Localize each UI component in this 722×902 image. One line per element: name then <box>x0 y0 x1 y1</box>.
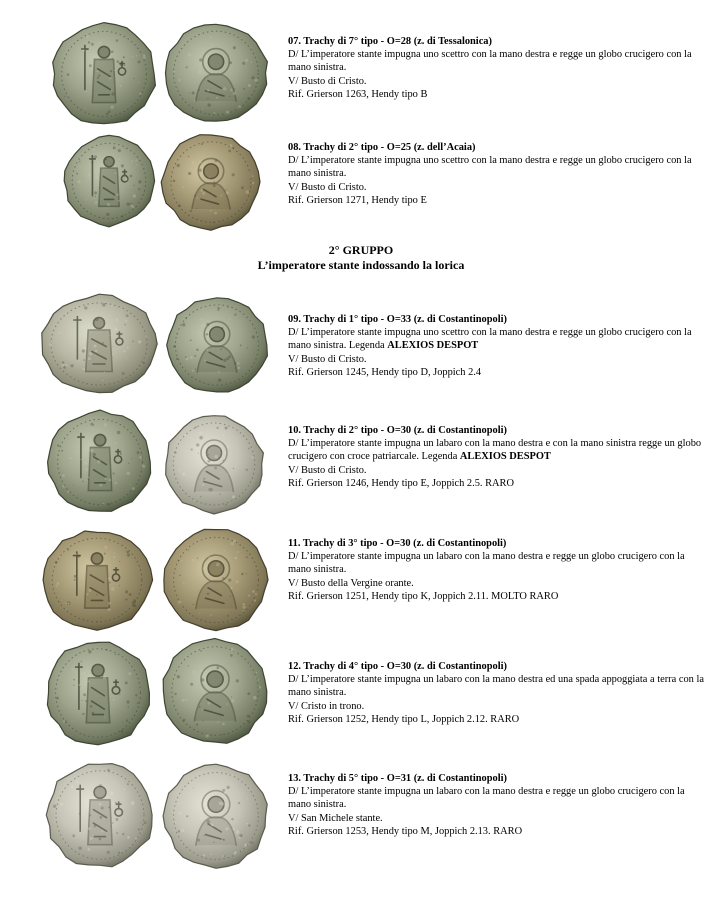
reverse-description: V/ Cristo in trono. <box>288 700 365 712</box>
reference-text: Rif. Grierson 1251, Hendy tipo K, Joppich 2.11. MOLTO RARO <box>288 590 559 602</box>
reference-text: Rif. Grierson 1253, Hendy tipo M, Joppich 2.13. RARO <box>288 825 523 837</box>
obverse-description <box>288 326 708 352</box>
coin-obverse-10 <box>44 407 156 517</box>
coin-title: 10. Trachy di 2° tipo - O=30 (z. di Costantinopoli) <box>288 425 507 436</box>
coin-title: 07. Trachy di 7° tipo - O=28 (z. di Tessalonica) <box>288 36 492 47</box>
reverse-description: V/ Busto di Cristo. <box>288 353 367 365</box>
coin-virgin-icon <box>160 525 272 635</box>
coin-description-12 <box>288 660 708 726</box>
reverse-description: V/ San Michele stante. <box>288 812 383 824</box>
coin-obverse-09 <box>36 291 162 397</box>
reference-text: Rif. Grierson 1245, Hendy tipo D, Joppich 2.4 <box>288 366 482 378</box>
obverse-description: D/ L’imperatore stante impugna un labaro con la mano destra e regge un globo crucigero con la mano sinistra. <box>288 786 685 811</box>
obverse-description: D/ L’imperatore stante impugna uno scettro con la mano destra e regge un globo crucigero con la mano sinistra. <box>288 155 692 180</box>
coin-description-08 <box>288 141 708 207</box>
coin-description-10 <box>288 424 708 490</box>
coin-obverse-12 <box>42 636 154 750</box>
coin-bust-icon <box>160 411 268 517</box>
coin-title: 08. Trachy di 2° tipo - O=25 (z. dell’Acaia) <box>288 142 476 153</box>
coin-disc <box>163 639 267 744</box>
reference-text: Rif. Grierson 1246, Hendy tipo E, Joppich 2.5. RARO <box>288 477 514 489</box>
coin-bust-icon <box>158 130 264 234</box>
coin-reverse-11 <box>160 525 272 635</box>
coin-obverse-11 <box>38 526 156 634</box>
reference-text: Rif. Grierson 1252, Hendy tipo L, Joppich 2.12. RARO <box>288 713 520 725</box>
group-heading-block <box>0 243 722 272</box>
coin-emperor-icon <box>42 758 158 872</box>
coin-emperor-icon <box>44 407 156 517</box>
coin-description-11 <box>288 537 708 603</box>
coin-emperor-icon <box>42 636 154 750</box>
coin-emperor-icon <box>48 19 160 129</box>
coin-archangel-icon <box>160 760 272 872</box>
reference-text: Rif. Grierson 1271, Hendy tipo E <box>288 194 427 206</box>
legend-text: ALEXIOS DESPOT <box>387 340 479 352</box>
coin-reverse-10 <box>160 411 268 517</box>
coin-title: 11. Trachy di 3° tipo - O=30 (z. di Costantinopoli) <box>288 538 507 549</box>
obverse-description: D/ L’imperatore stante impugna un labaro con la mano destra ed una spada appoggiata a terra con la mano sinistra. <box>288 674 704 699</box>
coin-reverse-09 <box>162 293 272 397</box>
reference-text: Rif. Grierson 1263, Hendy tipo B <box>288 88 428 100</box>
coin-title: 13. Trachy di 5° tipo - O=31 (z. di Costantinopoli) <box>288 773 507 784</box>
coin-bust-icon <box>160 19 272 127</box>
coin-emperor-icon <box>36 291 162 397</box>
reverse-description: V/ Busto di Cristo. <box>288 75 367 87</box>
coin-description-13 <box>288 772 708 838</box>
coin-reverse-13 <box>160 760 272 872</box>
reverse-description: V/ Busto della Vergine orante. <box>288 577 414 589</box>
coin-description-09 <box>288 313 708 379</box>
reverse-description: V/ Busto di Cristo. <box>288 181 367 193</box>
coin-bust-icon <box>162 293 272 397</box>
coin-reverse-12 <box>158 634 272 748</box>
coin-emperor-icon <box>60 132 158 230</box>
obverse-text: D/ L’imperatore stante impugna un labaro con la mano destra e con la mano sinistra regge un globo crucigero con croce patriarcale. Legenda <box>288 438 702 463</box>
coin-title: 12. Trachy di 4° tipo - O=30 (z. di Costantinopoli) <box>288 661 507 672</box>
coin-obverse-08 <box>60 132 158 230</box>
reverse-description: V/ Busto di Cristo. <box>288 464 367 476</box>
group-heading: 2° GRUPPO <box>328 243 394 257</box>
coin-disc <box>167 298 268 392</box>
coin-description-07 <box>288 35 708 101</box>
coin-disc <box>166 24 268 121</box>
coin-title: 09. Trachy di 1° tipo - O=33 (z. di Costantinopoli) <box>288 314 507 325</box>
coin-obverse-07 <box>48 19 160 129</box>
coin-reverse-08 <box>158 130 264 234</box>
coin-enthroned-christ-icon <box>158 634 272 748</box>
legend-text: ALEXIOS DESPOT <box>459 451 551 463</box>
obverse-description: D/ L’imperatore stante impugna uno scettro con la mano destra e regge un globo crucigero con la mano sinistra. <box>288 49 692 74</box>
coin-emperor-icon <box>38 526 156 634</box>
obverse-description: D/ L’imperatore stante impugna un labaro con la mano destra e regge un globo crucigero con la mano sinistra. <box>288 551 685 576</box>
coin-disc <box>164 529 268 630</box>
group-subheading: L’imperatore stante indossando la lorica <box>257 257 465 272</box>
coin-reverse-07 <box>160 19 272 127</box>
obverse-text: D/ L’imperatore stante impugna uno scettro con la mano destra e regge un globo crucigero con la mano sinistra. Legenda <box>288 327 692 352</box>
coin-obverse-13 <box>42 758 158 872</box>
obverse-description <box>288 437 708 463</box>
